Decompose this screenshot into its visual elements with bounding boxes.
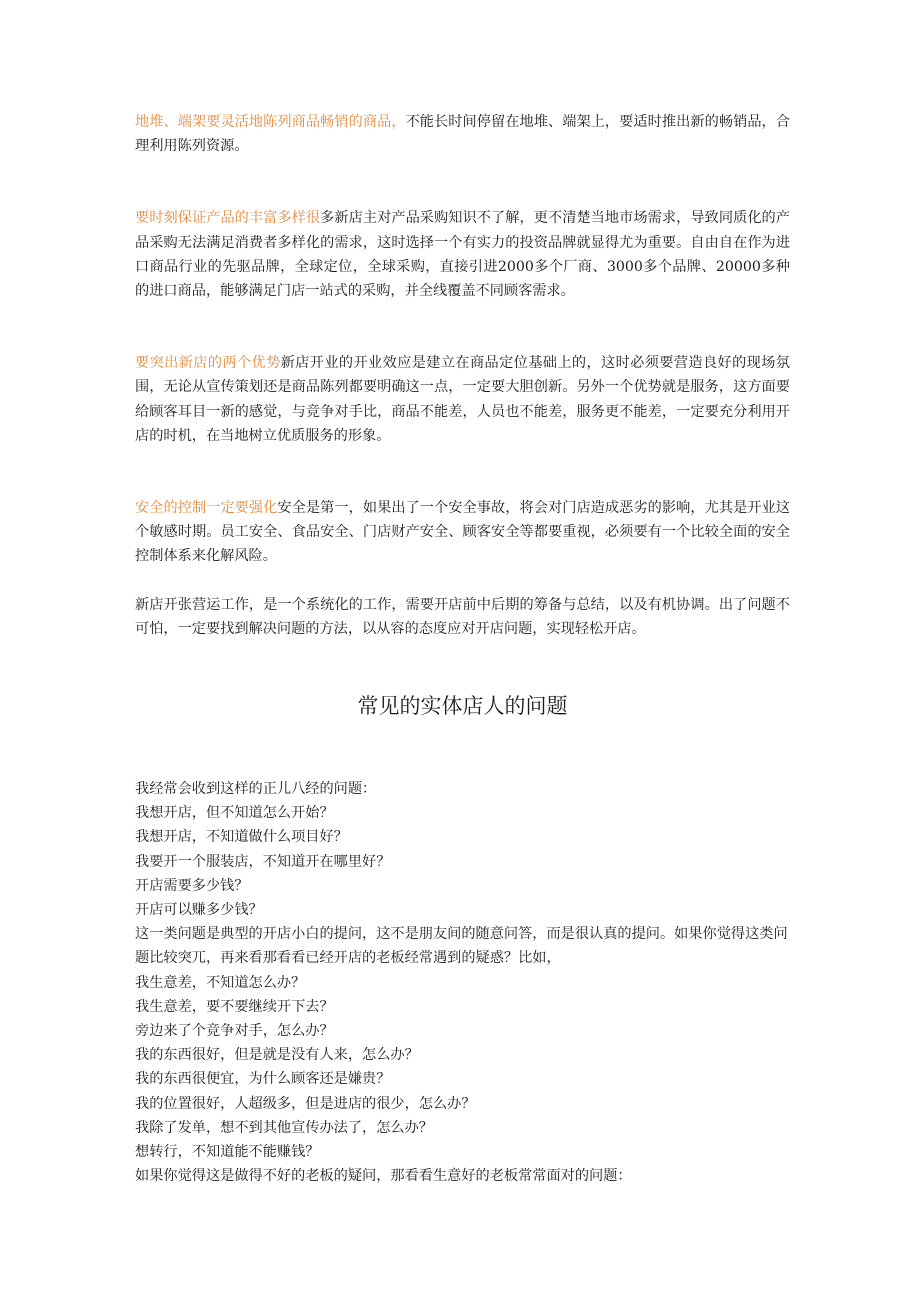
spacer [135, 641, 790, 691]
section-4-body: 安全是第一，如果出了一个安全事故，将会对门店造成恶劣的影响，尤其是开业这个敏感时期。员工安全、食品安全、门店财产安全、顾客安全等都要重视，必须要有一个比较全面的安全控制体系来化解风险。 [135, 500, 790, 565]
section-4 [135, 496, 790, 569]
section-1-heading: 地堆、端架要灵活地陈列商品畅销的商品， [135, 114, 406, 130]
list-item: 我的东西很好，但是就是没有人来，怎么办？ [135, 1047, 419, 1064]
spacer [135, 158, 790, 206]
section-3 [135, 351, 790, 448]
summary-paragraph: 新店开张营运工作，是一个系统化的工作，需要开店前中后期的筹备与总结，以及有机协调。出了问题不可怕，一定要找到解决问题的方法，以从容的态度应对开店问题，实现轻松开店。 [135, 596, 790, 637]
spacer [135, 303, 790, 351]
section-2-heading: 要时刻保证产品的丰富多样很 [135, 210, 321, 227]
list-item: 我的东西很便宜，为什么顾客还是嫌贵？ [135, 1071, 391, 1088]
spacer [135, 569, 790, 593]
section-1-body: 不能长时间停留在地堆、端架上，要适时推出新的畅销品，合理利用陈列资源。 [135, 114, 790, 155]
list-item: 我想开店，不知道做什么项目好？ [135, 829, 348, 846]
list-item: 我的位置很好，人超级多，但是进店的很少，怎么办？ [135, 1095, 476, 1112]
section-1 [135, 110, 790, 158]
list-item: 开店可以赚多少钱？ [135, 902, 263, 919]
list-item: 这一类问题是典型的开店小白的提问，这不是朋友间的随意问答，而是很认真的提问。如果你觉得这类问题比较突兀，再来看那看看已经开店的老板经常遇到的疑惑？比如， [135, 926, 788, 967]
list-item: 开店需要多少钱？ [135, 877, 249, 894]
question-list [135, 777, 790, 1188]
list-item: 我想开店，但不知道怎么开始？ [135, 805, 334, 822]
section-title: 常见的实体店人的问题 [357, 694, 568, 719]
list-item: 旁边来了个竞争对手，怎么办？ [135, 1023, 334, 1040]
section-2-body: 多新店主对产品采购知识不了解，更不清楚当地市场需求，导致同质化的产品采购无法满足消费者多样化的需求，这时选择一个有实力的投资品牌就显得尤为重要。自由自在作为进口商品行业的先驱品牌，全球定位，全球采购，直接引进2000多个厂商、3000多个品牌、20000多种的进口商品，能够满足门店一站式的采购，并全线覆盖不同顾客需求。 [135, 210, 790, 300]
list-item: 我经常会收到这样的正儿八经的问题： [135, 781, 377, 798]
list-item: 如果你觉得这是做得不好的老板的疑问，那看看生意好的老板常常面对的问题： [135, 1168, 632, 1185]
document-page [135, 110, 790, 1189]
section-4-heading: 安全的控制一定要强化 [135, 500, 278, 517]
list-item: 想转行，不知道能不能赚钱？ [135, 1144, 320, 1161]
list-item: 我生意差，不知道怎么办？ [135, 974, 306, 991]
list-item: 我生意差，要不要继续开下去？ [135, 998, 334, 1015]
section-3-body: 新店开业的开业效应是建立在商品定位基础上的，这时必须要营造良好的现场氛围，无论从宣传策划还是商品陈列都要明确这一点，一定要大胆创新。另外一个优势就是服务，这方面要给顾客耳目一新的感觉，与竞争对手比，商品不能差，人员也不能差，服务更不能差，一定要充分利用开店的时机，在当地树立优质服务的形象。 [135, 355, 790, 444]
spacer [135, 448, 790, 496]
list-item: 我要开一个服装店，不知道开在哪里好？ [135, 853, 391, 870]
list-item: 我除了发单，想不到其他宣传办法了，怎么办？ [135, 1119, 433, 1136]
spacer [135, 721, 790, 777]
section-3-heading: 要突出新店的两个优势 [135, 355, 281, 372]
section-2 [135, 206, 790, 303]
